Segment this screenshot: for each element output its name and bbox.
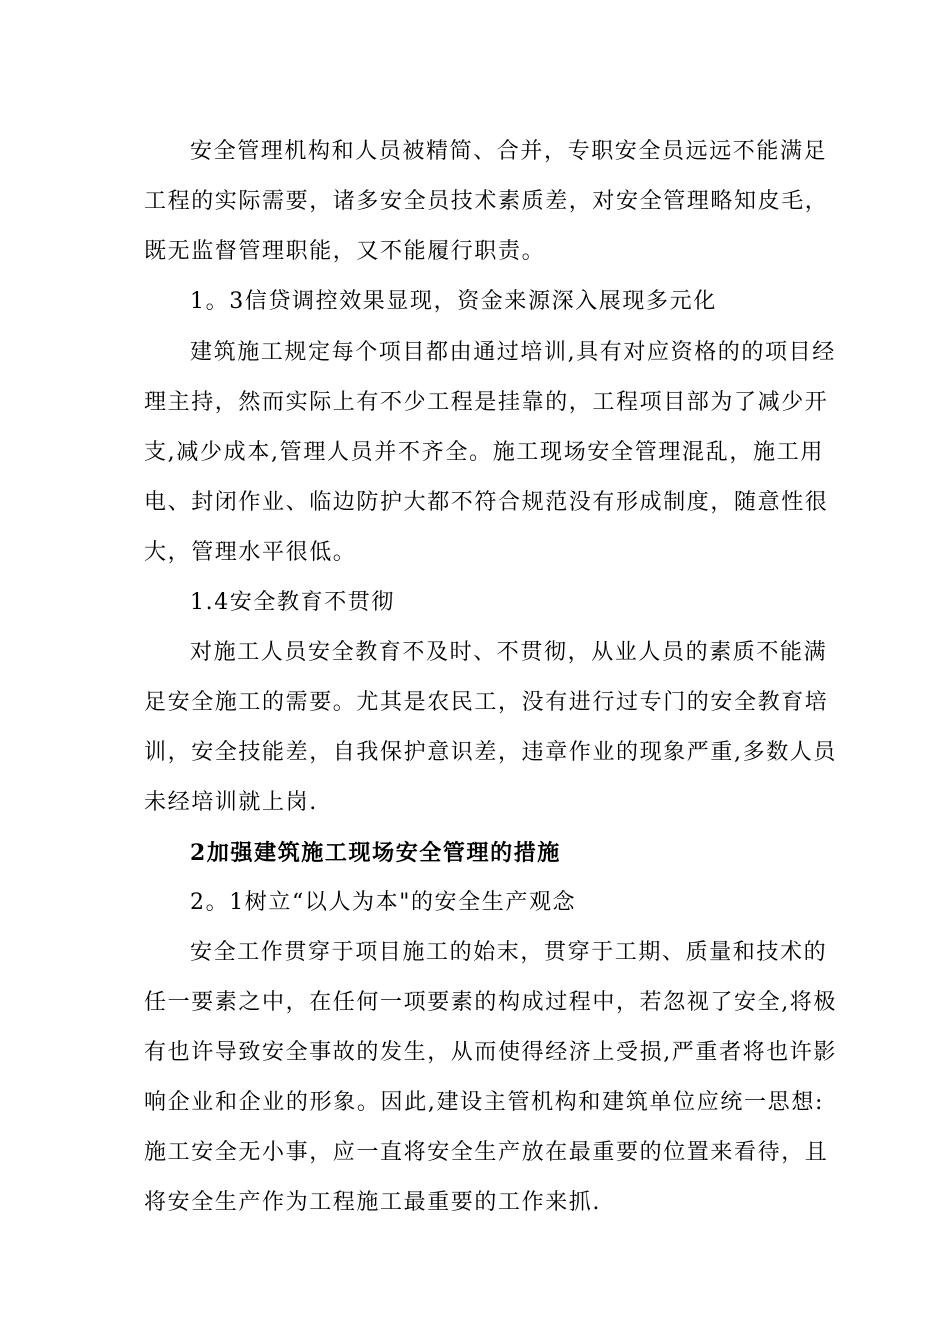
paragraph-line: 对施工人员安全教育不及时、不贯彻，从业人员的素质不能满 xyxy=(190,640,828,665)
paragraph-line: 理主持，然而实际上有不少工程是挂靠的，工程项目部为了减少开 xyxy=(144,390,829,415)
paragraph-line: 既无监督管理职能，又不能履行职责。 xyxy=(144,239,546,264)
paragraph-line: 支,减少成本,管理人员并不齐全。施工现场安全管理混乱，施工用 xyxy=(144,440,824,465)
paragraph-line: 施工安全无小事，应一直将安全生产放在最重要的位置来看待，且 xyxy=(144,1140,829,1165)
paragraph-line: 任一要素之中，在任何一项要素的构成过程中，若忽视了安全,将极 xyxy=(144,990,837,1015)
paragraph-line: 安全工作贯穿于项目施工的始末，贯穿于工期、质量和技术的 xyxy=(190,940,828,965)
paragraph-line: 响企业和企业的形象。因此,建设主管机构和建筑单位应统一思想: xyxy=(144,1090,824,1115)
section-heading-1-4: 1.4安全教育不贯彻 xyxy=(190,590,395,615)
section-heading-2-1: 2。1树立“以人为本"的安全生产观念 xyxy=(190,890,577,915)
paragraph-line: 安全管理机构和人员被精简、合并，专职安全员远远不能满足 xyxy=(190,139,828,164)
paragraph-line: 工程的实际需要，诸多安全员技术素质差，对安全管理略知皮毛， xyxy=(144,189,829,214)
paragraph-line: 有也许导致安全事故的发生，从而使得经济上受损,严重者将也许影 xyxy=(144,1040,837,1065)
section-heading-2: 2加强建筑施工现场安全管理的措施 xyxy=(190,840,561,866)
paragraph-line: 电、封闭作业、临边防护大都不符合规范没有形成制度，随意性很 xyxy=(144,490,829,515)
paragraph-line: 建筑施工规定每个项目都由通过培训,具有对应资格的的项目经 xyxy=(190,340,836,365)
paragraph-line: 训，安全技能差，自我保护意识差，违章作业的现象严重,多数人员 xyxy=(144,740,837,765)
paragraph-line: 足安全施工的需要。尤其是农民工，没有进行过专门的安全教育培 xyxy=(144,690,829,715)
paragraph-line: 未经培训就上岗. xyxy=(144,790,318,815)
section-heading-1-3: 1。3信贷调控效果显现，资金来源深入展现多元化 xyxy=(190,289,717,314)
paragraph-line: 大，管理水平很低。 xyxy=(144,540,357,565)
paragraph-line: 将安全生产作为工程施工最重要的工作来抓. xyxy=(144,1190,601,1215)
